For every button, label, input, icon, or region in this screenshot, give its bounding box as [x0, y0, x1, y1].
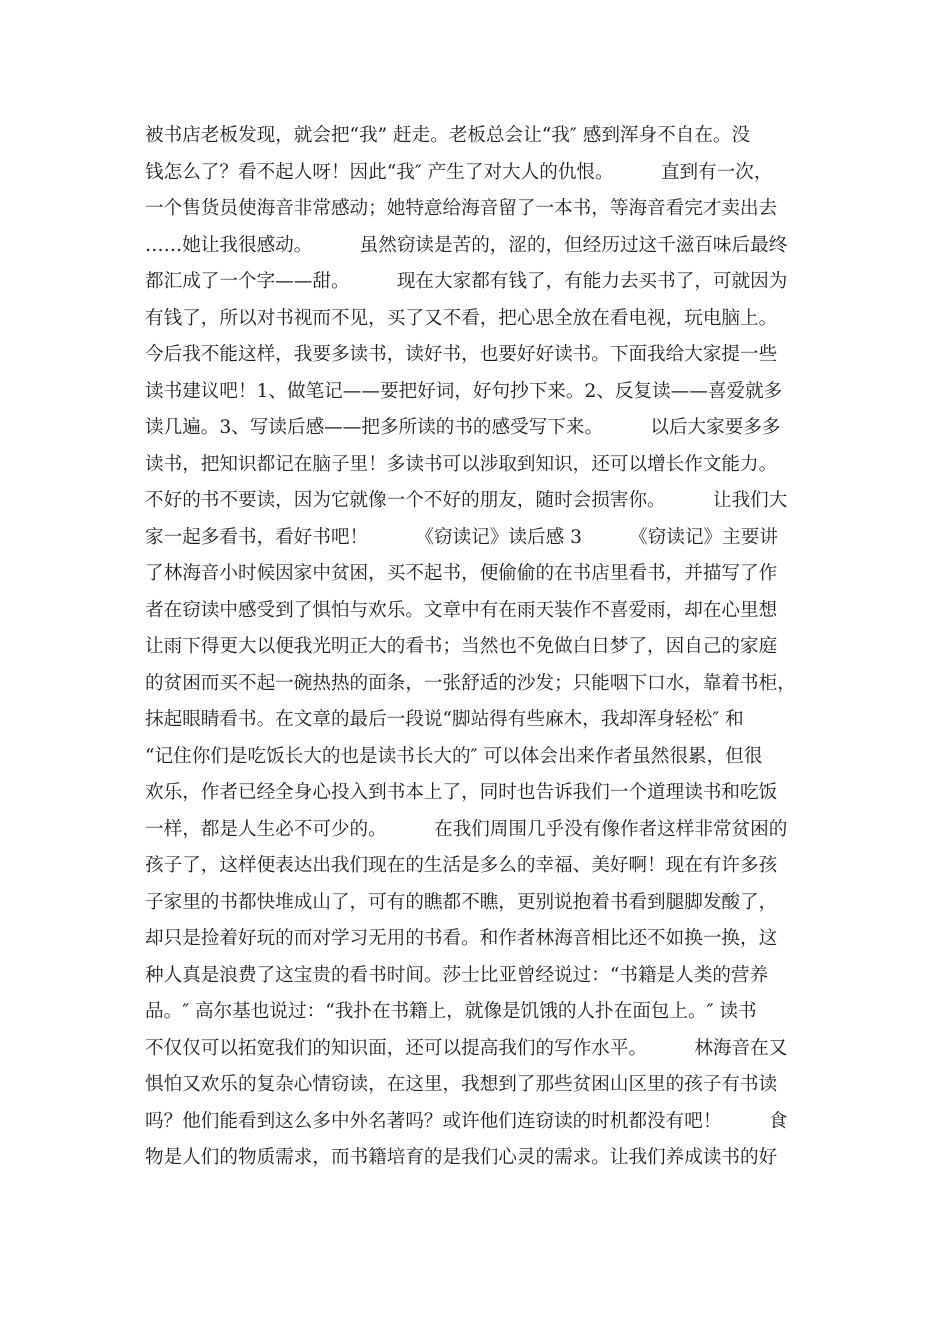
text-line: 一样，都是人生必不可少的。 在我们周围几乎没有像作者这样非常贫困的: [145, 818, 788, 840]
text-line: 被书店老板发现，就会把“我” 赶走。老板总会让“我″ 感到浑身不自在。没: [145, 125, 751, 146]
text-line: 者在窃读中感受到了惧怕与欢乐。文章中有在雨天装作不喜爱雨，却在心里想: [145, 599, 778, 621]
text-line: 吗？他们能看到这么多中外名著吗？或许他们连窃读的时机都没有吧！ 食: [145, 1110, 788, 1132]
text-line: ……她让我很感动。 虽然窃读是苦的，涩的，但经历过这千滋百味后最终: [145, 234, 788, 256]
text-line: 子家里的书都快堆成山了，可有的瞧都不瞧，更别说抱着书看到腿脚发酸了，: [145, 891, 778, 913]
text-line: 家一起多看书，看好书吧！ 《窃读记》读后感 3 《窃读记》主要讲: [145, 526, 778, 548]
text-line: 一个售货员使海音非常感动；她特意给海音留了一本书，等海音看完才卖出去: [145, 198, 778, 219]
text-line: 却只是捡着好玩的而对学习无用的书看。和作者林海音相比还不如换一换，这: [145, 928, 778, 949]
text-line: 读书，把知识都记在脑子里！多读书可以涉取到知识，还可以增长作文能力。: [145, 453, 778, 475]
text-line: 了林海音小时候因家中贫困，买不起书，便偷偷的在书店里看书，并描写了作: [145, 563, 778, 584]
text-line: 今后我不能这样，我要多读书，读好书，也要好好读书。下面我给大家提一些: [145, 344, 778, 365]
text-line: 不好的书不要读，因为它就像一个不好的朋友，随时会损害你。 让我们大: [145, 490, 788, 511]
text-line: 种人真是浪费了这宝贵的看书时间。莎士比亚曾经说过：“书籍是人类的营养: [145, 964, 769, 986]
text-line: 都汇成了一个字——甜。 现在大家都有钱了，有能力去买书了，可就因为: [145, 271, 788, 292]
text-line: 孩子了，这样便表达出我们现在的生活是多么的幸福、美好啊！现在有许多孩: [145, 855, 778, 876]
text-line: 读几遍。3、写读后感——把多所读的书的感受写下来。 以后大家要多多: [145, 417, 781, 438]
text-line: 的贫困而买不起一碗热热的面条，一张舒适的沙发；只能咽下口水，靠着书柜，: [145, 672, 796, 694]
text-line: 品。″ 高尔基也说过：“我扑在书籍上，就像是饥饿的人扑在面包上。″ 读书: [145, 1001, 757, 1022]
text-line: 让雨下得更大以便我光明正大的看书；当然也不免做白日梦了，因自己的家庭: [145, 636, 778, 657]
text-line: 惧怕又欢乐的复杂心情窃读，在这里，我想到了那些贫困山区里的孩子有书读: [145, 1074, 778, 1095]
text-line: 欢乐，作者已经全身心投入到书本上了，同时也告诉我们一个道理读书和吃饭: [145, 782, 778, 803]
text-line: 不仅仅可以拓宽我们的知识面，还可以提高我们的写作水平。 林海音在又: [145, 1037, 788, 1059]
text-line: 读书建议吧！1、做笔记——要把好词，好句抄下来。2、反复读——喜爱就多: [145, 380, 783, 402]
text-line: 钱怎么了？看不起人呀！因此“我″ 产生了对大人的仇恨。 直到有一次，: [145, 161, 773, 183]
text-line: “记住你们是吃饭长大的也是读书长大的″ 可以体会出来作者虽然很累，但很: [145, 745, 763, 767]
body-text: [145, 118, 825, 1177]
text-line: 有钱了，所以对书视而不见，买了又不看，把心思全放在看电视，玩电脑上。: [145, 307, 778, 329]
text-line: 物是人们的物质需求，而书籍培育的是我们心灵的需求。让我们养成读书的好: [145, 1147, 778, 1168]
text-line: 抹起眼睛看书。在文章的最后一段说“脚站得有些麻木，我却浑身轻松″ 和: [145, 709, 744, 730]
